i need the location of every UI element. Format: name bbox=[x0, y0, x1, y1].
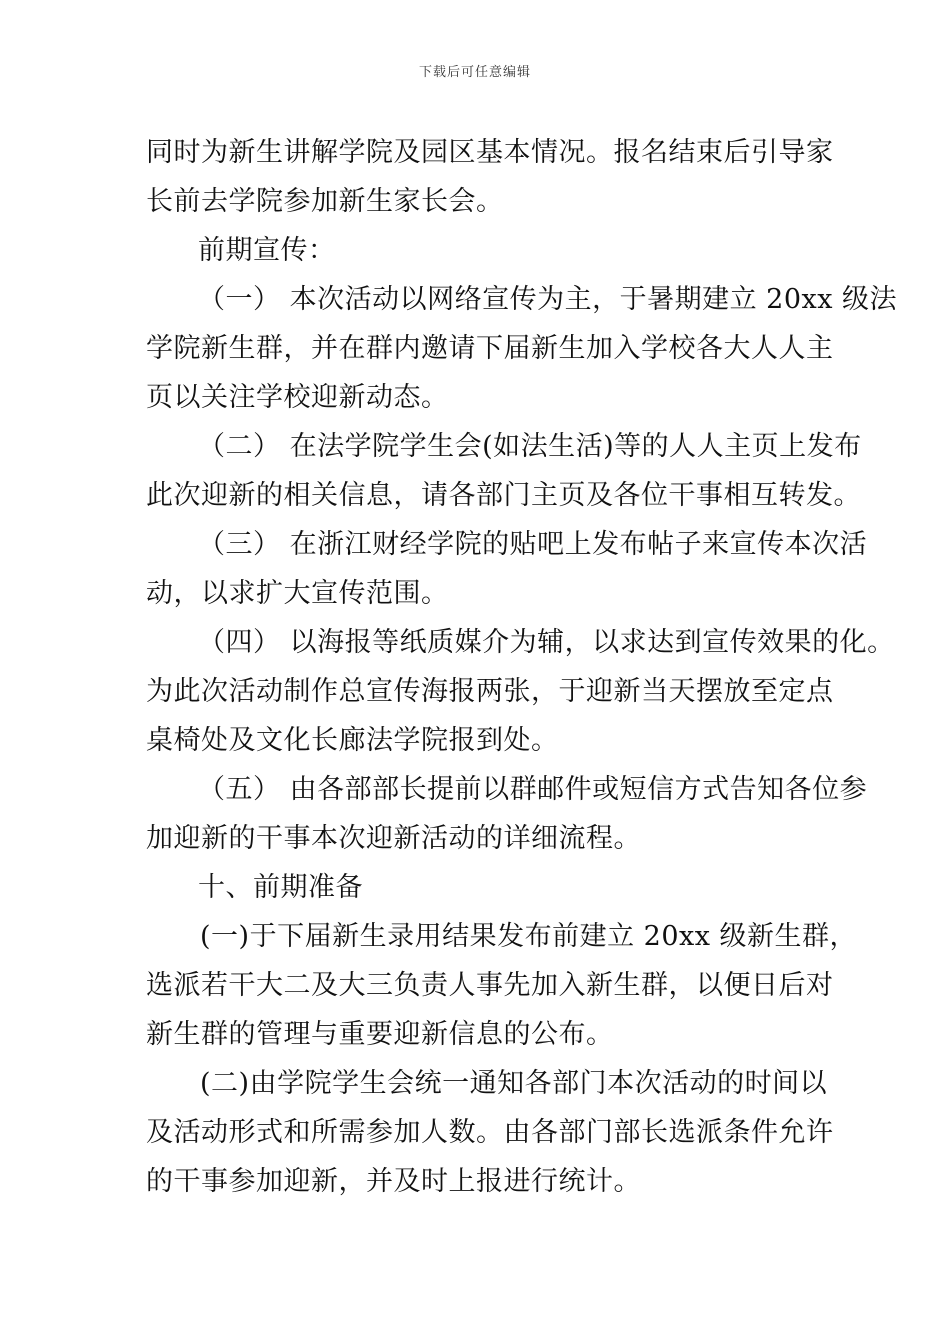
page-header: 下载后可任意编辑 bbox=[418, 65, 531, 80]
text-line: （一） 本次活动以网络宣传为主，于暑期建立 20xx 级法 bbox=[198, 284, 898, 315]
text-line: （四） 以海报等纸质媒介为辅，以求达到宣传效果的化。 bbox=[198, 627, 895, 658]
text-line: 桌椅处及文化长廊法学院报到处。 bbox=[146, 725, 559, 756]
document-body bbox=[146, 128, 898, 1206]
text-line: 的干事参加迎新，并及时上报进行统计。 bbox=[146, 1166, 641, 1197]
text-line: （三） 在浙江财经学院的贴吧上发布帖子来宣传本次活 bbox=[198, 529, 868, 560]
text-line: （二） 在法学院学生会(如法生活)等的人人主页上发布 bbox=[198, 431, 862, 462]
text-line: 加迎新的干事本次迎新活动的详细流程。 bbox=[146, 823, 641, 854]
text-line: 同时为新生讲解学院及园区基本情况。报名结束后引导家 bbox=[146, 137, 834, 168]
section-heading: 前期宣传： bbox=[198, 235, 336, 266]
text-line: 页以关注学校迎新动态。 bbox=[146, 382, 449, 413]
text-line: 学院新生群，并在群内邀请下届新生加入学校各大人人主 bbox=[146, 333, 834, 364]
text-line: 选派若干大二及大三负责人事先加入新生群，以便日后对 bbox=[146, 970, 834, 1001]
text-line: 此次迎新的相关信息，请各部门主页及各位干事相互转发。 bbox=[146, 480, 861, 511]
text-line: 动，以求扩大宣传范围。 bbox=[146, 578, 449, 609]
text-line: 新生群的管理与重要迎新信息的公布。 bbox=[146, 1019, 614, 1050]
text-line: （五） 由各部部长提前以群邮件或短信方式告知各位参 bbox=[198, 774, 868, 805]
section-heading: 十、前期准备 bbox=[198, 872, 363, 903]
text-line: 长前去学院参加新生家长会。 bbox=[146, 186, 504, 217]
text-line: 为此次活动制作总宣传海报两张，于迎新当天摆放至定点 bbox=[146, 676, 834, 707]
text-line: (一)于下届新生录用结果发布前建立 20xx 级新生群， bbox=[200, 921, 858, 952]
text-line: 及活动形式和所需参加人数。由各部门部长选派条件允许 bbox=[146, 1117, 834, 1148]
text-line: (二)由学院学生会统一通知各部门本次活动的时间以 bbox=[200, 1068, 828, 1099]
